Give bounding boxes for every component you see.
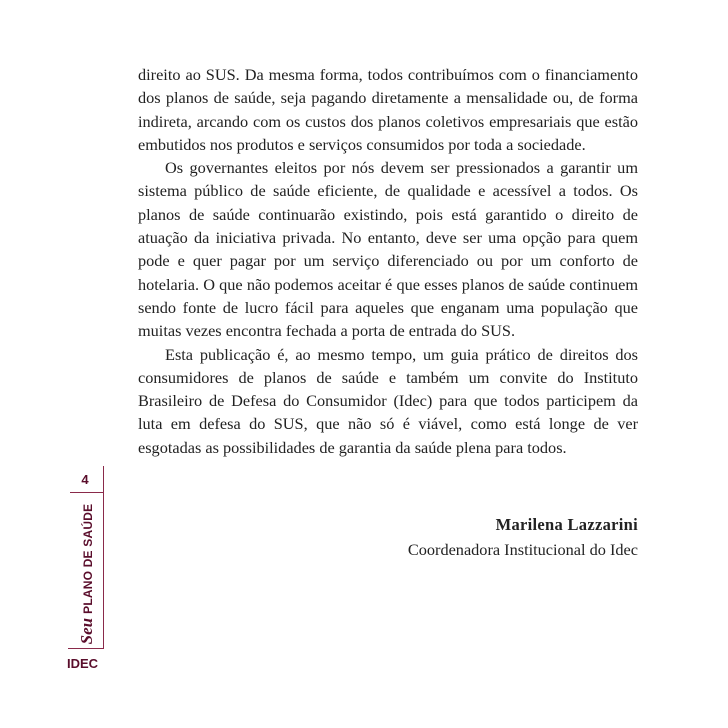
page-number: 4	[81, 472, 89, 487]
running-title	[77, 504, 97, 645]
sidebar-top-rule	[70, 492, 104, 493]
running-title-main: PLANO DE SAÚDE	[81, 503, 95, 614]
publisher-logo: IDEC	[67, 656, 99, 671]
paragraph: direito ao SUS. Da mesma forma, todos contribuímos com o financiamento dos planos de saúde, seja pagando diretamente a mensalidade ou, de forma indireta, arcando com os custos dos planos coletivos empresariais que estão embutidos nos produtos e serviços consumidos por toda a sociedade.	[138, 65, 638, 154]
body-text	[138, 63, 638, 459]
signature-name: Marilena Lazzarini	[495, 515, 638, 534]
sidebar-bottom-rule	[68, 648, 104, 649]
sidebar-vertical-rule	[103, 466, 104, 649]
paragraph: Os governantes eleitos por nós devem ser pressionados a garantir um sistema público de saúde eficiente, de qualidade e acessível a todos. Os planos de saúde continuarão existindo, pois está garantido o direito de atuação da iniciativa privada. No entanto, deve ser uma opção para quem pode e quer pagar por um serviço diferenciado ou por um conforto de hotelaria. O que não podemos aceitar é que esses planos de saúde continuem sendo fonte de lucro fácil para aqueles que enganam uma população que muitas vezes encontra fechada a porta de entrada do SUS.	[138, 158, 638, 341]
running-title-script: Seu	[77, 617, 96, 645]
paragraph: Esta publicação é, ao mesmo tempo, um guia prático de direitos dos consumidores de planos de saúde e também um convite do Instituto Brasileiro de Defesa do Consumidor (Idec) para que todos participem da luta em defesa do SUS, que não só é viável, como está longe de ver esgotadas as possibilidades de garantia da saúde plena para todos.	[138, 344, 638, 457]
signature-block	[408, 512, 638, 562]
signature-title: Coordenadora Institucional do Idec	[407, 540, 638, 559]
